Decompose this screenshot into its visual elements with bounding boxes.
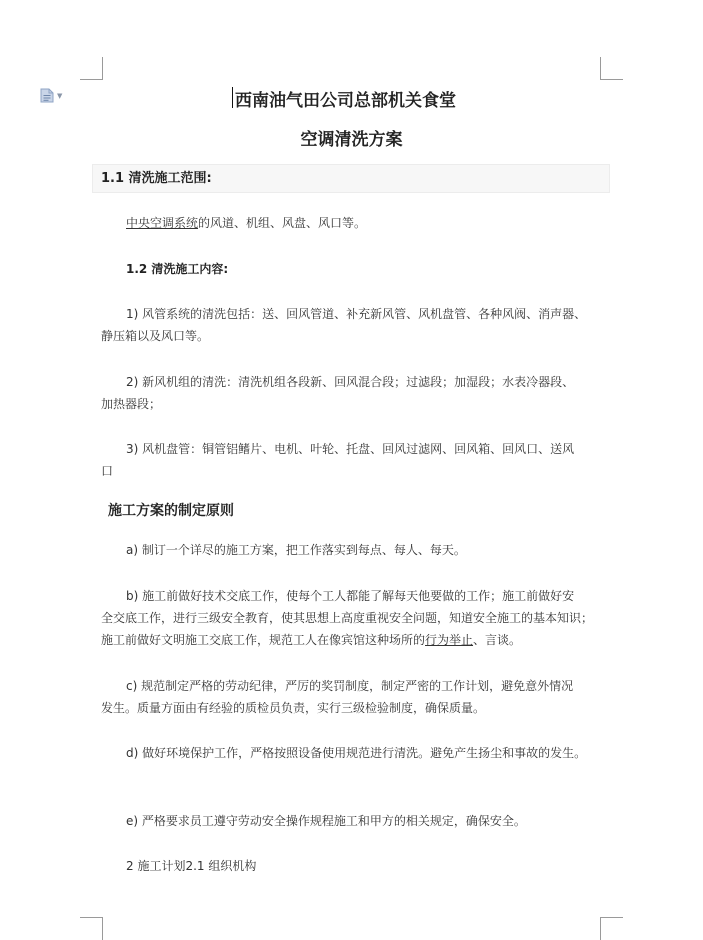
principle-b-line-1[interactable]: b) 施工前做好技术交底工作，使每个工人都能了解每天他要做的工作；施工前做好安: [126, 589, 575, 603]
item-2-line-1[interactable]: 2) 新风机组的清洗：清洗机组各段新、回风混合段；过滤段；加湿段；水表冷器段、: [126, 375, 575, 389]
title-line-1-text: 西南油气田公司总部机关食堂: [235, 91, 456, 111]
page-corner-bottom-left: [80, 917, 103, 940]
chevron-down-icon: ▼: [57, 91, 63, 100]
document-nav-button[interactable]: [40, 88, 62, 103]
page-corner-top-right: [600, 57, 623, 80]
document-icon: [40, 88, 54, 103]
item-3-line-2[interactable]: 口: [101, 464, 114, 478]
principle-b-line-3-post: 、言谈。: [473, 633, 522, 647]
section-1-1-heading[interactable]: 1.1 清洗施工范围:: [92, 164, 610, 193]
principle-d[interactable]: d) 做好环境保护工作，严格按照设备使用规范进行清洗。避免产生扬尘和事故的发生。: [126, 746, 587, 760]
item-1-line-1[interactable]: 1) 风管系统的清洗包括：送、回风管道、补充新风管、风机盘管、各种风阀、消声器、: [126, 307, 587, 321]
document-title-line-1[interactable]: [232, 86, 456, 111]
principle-a[interactable]: a) 制订一个详尽的施工方案，把工作落实到每点、每人、每天。: [126, 543, 466, 557]
item-1-line-2[interactable]: 静压箱以及风口等。: [101, 329, 210, 343]
text-cursor: [232, 87, 233, 108]
section-2-heading[interactable]: 2 施工计划2.1 组织机构: [126, 859, 257, 873]
scope-rest-text: 的风道、机组、风盘、风口等。: [198, 216, 367, 230]
section-1-2-heading[interactable]: 1.2 清洗施工内容:: [126, 262, 229, 276]
page-corner-top-left: [80, 57, 103, 80]
principle-c-line-2[interactable]: 发生。质量方面由有经验的质检员负责，实行三级检验制度，确保质量。: [101, 701, 486, 715]
principle-e[interactable]: e) 严格要求员工遵守劳动安全操作规程施工和甲方的相关规定，确保安全。: [126, 814, 526, 828]
document-title-line-2[interactable]: 空调清洗方案: [300, 130, 403, 150]
page-corner-bottom-right: [600, 917, 623, 940]
scope-paragraph[interactable]: [126, 212, 366, 235]
principle-b-line-3[interactable]: [101, 629, 521, 652]
item-2-line-2[interactable]: 加热器段；: [101, 397, 162, 411]
behavior-link[interactable]: 行为举止: [425, 633, 474, 647]
principles-heading[interactable]: 施工方案的制定原则: [108, 503, 234, 519]
principle-b-line-2[interactable]: 全交底工作，进行三级安全教育，使其思想上高度重视安全问题，知道安全施工的基本知识；: [101, 611, 594, 625]
central-ac-link[interactable]: 中央空调系统: [126, 216, 199, 230]
item-3-line-1[interactable]: 3) 风机盘管：铜管铝鳍片、电机、叶轮、托盘、回风过滤网、回风箱、回风口、送风: [126, 442, 575, 456]
principle-b-line-3-pre: 施工前做好文明施工交底工作，规范工人在像宾馆这种场所的: [101, 633, 426, 647]
principle-c-line-1[interactable]: c) 规范制定严格的劳动纪律，严厉的奖罚制度，制定严密的工作计划，避免意外情况: [126, 679, 574, 693]
